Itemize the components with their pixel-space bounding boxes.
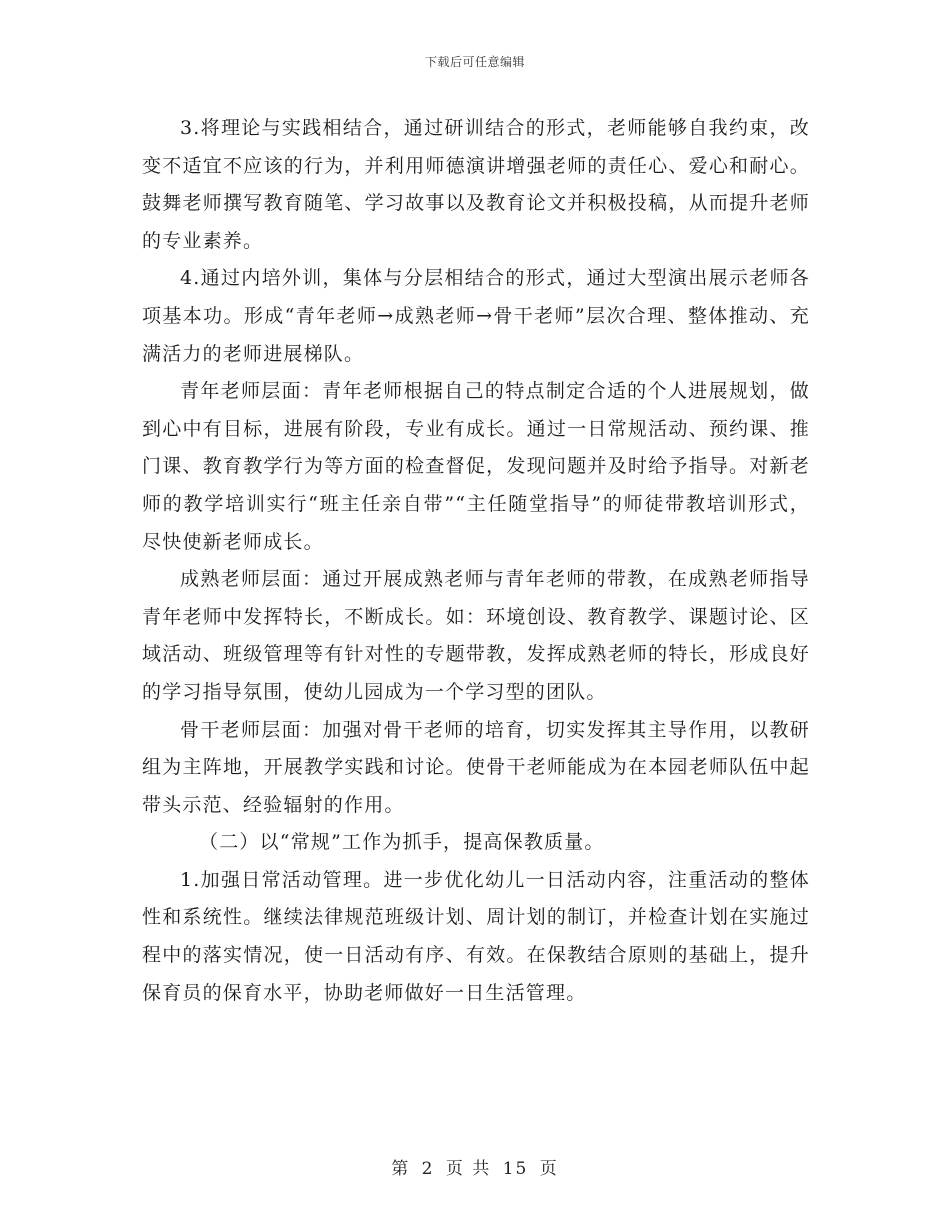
footer-total-pages: 15 — [502, 1159, 529, 1179]
footer-suffix: 页 — [539, 1159, 559, 1179]
document-body — [142, 110, 810, 1012]
footer-prefix: 第 — [391, 1159, 411, 1179]
section-heading-routine: （二）以“常规”工作为抓手，提高保教质量。 — [199, 831, 605, 854]
paragraph-mature-teachers: 成熟老师层面：通过开展成熟老师与青年老师的带教，在成熟老师指导青年老师中发挥特长，不断成长。如：环境创设、教育教学、课题讨论、区域活动、班级管理等有针对性的专题带教，发挥成熟老师的特长，形成良好的学习指导氛围，使幼儿园成为一个学习型的团队。 — [142, 568, 810, 703]
paragraph-young-teachers: 青年老师层面：青年老师根据自己的特点制定合适的个人进展规划，做到心中有目标，进展有阶段，专业有成长。通过一日常规活动、预约课、推门课、教育教学行为等方面的检查督促，发现问题并及时给予指导。对新老师的教学培训实行“班主任亲自带”“主任随堂指导”的师徒带教培训形式，尽快使新老师成长。 — [142, 380, 810, 553]
paragraph-backbone-teachers: 骨干老师层面：加强对骨干老师的培育，切实发挥其主导作用，以教研组为主阵地，开展教学实践和讨论。使骨干老师能成为在本园老师队伍中起带头示范、经验辐射的作用。 — [142, 718, 810, 816]
page-footer — [0, 1154, 950, 1179]
paragraph-item-4: 4.通过内培外训，集体与分层相结合的形式，通过大型演出展示老师各项基本功。形成“青年老师→成熟老师→骨干老师”层次合理、整体推动、充满活力的老师进展梯队。 — [142, 267, 810, 365]
paragraph-item-3: 3.将理论与实践相结合，通过研训结合的形式，老师能够自我约束，改变不适宜不应该的行为，并利用师德演讲增强老师的责任心、爱心和耐心。鼓舞老师撰写教育随笔、学习故事以及教育论文并积极投稿，从而提升老师的专业素养。 — [142, 117, 810, 252]
footer-middle: 页 共 — [445, 1159, 492, 1179]
footer-page-number: 2 — [421, 1159, 435, 1179]
paragraph-daily-activity: 1.加强日常活动管理。进一步优化幼儿一日活动内容，注重活动的整体性和系统性。继续法律规范班级计划、周计划的制订，并检查计划在实施过程中的落实情况，使一日活动有序、有效。在保教结合原则的基础上，提升保育员的保育水平，协助老师做好一日生活管理。 — [142, 868, 810, 1004]
page-header: 下载后可任意编辑 — [424, 55, 525, 69]
